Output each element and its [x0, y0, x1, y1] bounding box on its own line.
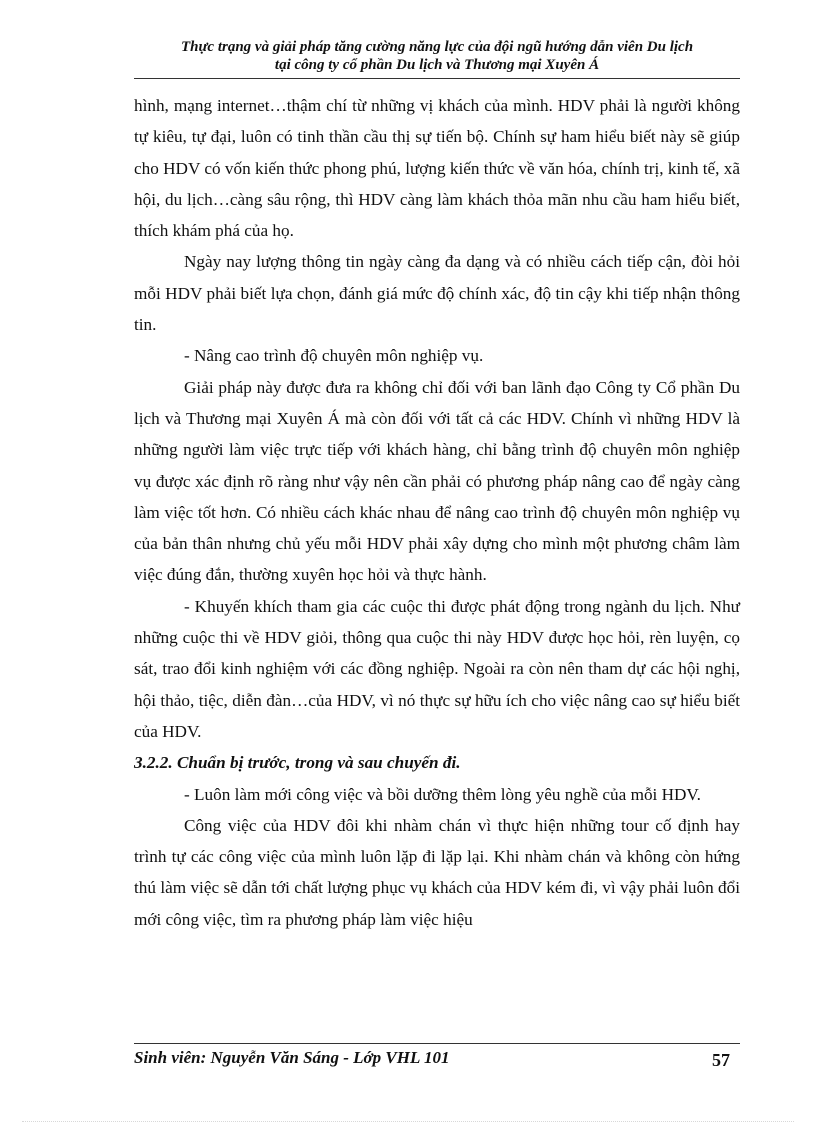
- header-line-1: Thực trạng và giải pháp tăng cường năng lực của đội ngũ hướng dẫn viên Du lịch: [180, 39, 694, 55]
- header-line-2: tại công ty cổ phần Du lịch và Thương mại Xuyên Á: [274, 57, 600, 73]
- bullet-paragraph: - Nâng cao trình độ chuyên môn nghiệp vụ.: [184, 346, 484, 366]
- bullet-paragraph: - Luôn làm mới công việc và bồi dưỡng thêm lòng yêu nghề của mỗi HDV.: [184, 784, 701, 804]
- paragraph: hình, mạng internet…thậm chí từ những vị khách của mình. HDV phải là người không tự kiêu, tự đại, luôn có tinh thần cầu thị sự tiến bộ. Chính sự ham hiểu biết này sẽ giúp cho HDV có vốn kiến thức phong phú, lượng kiến thức về văn hóa, chính trị, kinh tế, xã hội, du lịch…càng sâu rộng, thì HDV càng làm khách thỏa mãn nhu cầu ham hiểu biết, thích khám phá của họ.: [134, 96, 740, 241]
- body-text: [134, 90, 740, 935]
- footer-divider: [134, 1043, 740, 1044]
- section-heading: 3.2.2. Chuẩn bị trước, trong và sau chuyến đi.: [134, 753, 461, 773]
- page-edge-dotted-line: [22, 1121, 794, 1122]
- bullet-paragraph: - Khuyến khích tham gia các cuộc thi được phát động trong ngành du lịch. Như những cuộc thi về HDV giỏi, thông qua cuộc thi này HDV được học hỏi, rèn luyện, cọ sát, trao đổi kinh nghiệm với các đồng nghiệp. Ngoài ra còn nên tham dự các hội nghị, hội thảo, tiệc, diễn đàn…của HDV, vì nó thực sự hữu ích cho việc nâng cao sự hiểu biết của HDV.: [134, 596, 740, 741]
- page-number: 57: [712, 1050, 730, 1070]
- paragraph: Công việc của HDV đôi khi nhàm chán vì thực hiện những tour cố định hay trình tự các công việc của mình luôn lặp đi lặp lại. Khi nhàm chán và không còn hứng thú làm việc sẽ dẫn tới chất lượng phục vụ khách của HDV kém đi, vì vậy phải luôn đổi mới công việc, tìm ra phương pháp làm việc hiệu: [134, 815, 740, 929]
- paragraph: Giải pháp này được đưa ra không chỉ đối với ban lãnh đạo Công ty Cổ phần Du lịch và Thương mại Xuyên Á mà còn đối với tất cả các HDV. Chính vì những HDV là những người làm việc trực tiếp với khách hàng, chỉ bằng trình độ chuyên môn nghiệp vụ được xác định rõ ràng như vậy nên cần phải có phương pháp nâng cao để ngày càng làm việc tốt hơn. Có nhiều cách khác nhau để nâng cao trình độ chuyên môn nghiệp vụ của bản thân nhưng chủ yếu mỗi HDV phải xây dựng cho mình một phương châm làm việc đúng đắn, thường xuyên học hỏi và thực hành.: [134, 377, 740, 585]
- footer-student-info: Sinh viên: Nguyễn Văn Sáng - Lớp VHL 101: [134, 1048, 450, 1067]
- paragraph: Ngày nay lượng thông tin ngày càng đa dạng và có nhiều cách tiếp cận, đòi hỏi mỗi HDV phải biết lựa chọn, đánh giá mức độ chính xác, độ tin cậy khi tiếp nhận thông tin.: [134, 252, 740, 335]
- header-divider: [134, 78, 740, 79]
- running-header: [134, 38, 740, 74]
